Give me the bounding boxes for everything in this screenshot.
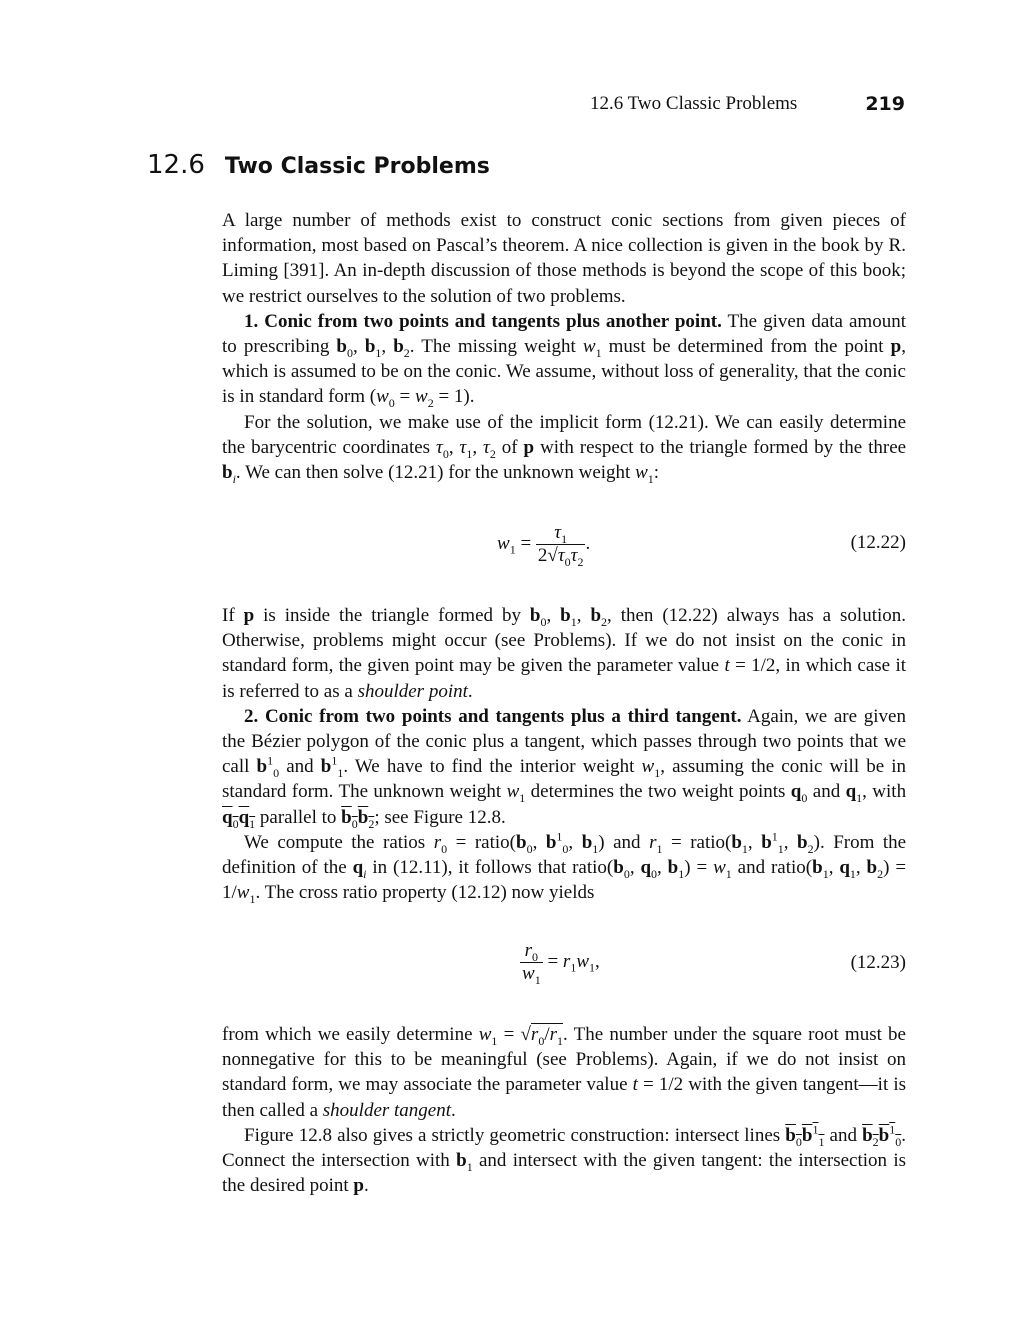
- equation-number: (12.23): [850, 952, 906, 973]
- equation-12-23-body: $\frac{r_0}{w_1}$ = $r_1w_1$,: [522, 940, 600, 987]
- paragraph-problem-2: 2. Conic from two points and tangents plus a third tangent. Again, we are given the Bézier polygon of the conic plus a tangent, which passes through two points that we call $b^1_0$ and $b^1_1$. We have to find the interior weight $w_1$, assuming the conic will be in standard form. The unknown weight $w_1$ determines the two weight points $q_0$ and $q_1$, with $q_0q_1$ parallel to $b_0b_2$; see Figure 12.8.: [222, 705, 907, 831]
- section-heading: [147, 148, 490, 182]
- running-title: 12.6 Two Classic Problems: [590, 93, 798, 114]
- paragraph-solution-1: For the solution, we make use of the implicit form (12.21). We can easily determine the barycentric coordinates $\tau_0$, $\tau_1$, $\tau_2$ of p with respect to the triangle formed by the three $b_i$. We can then solve (12.21) for the unknown weight $w_1$:: [222, 411, 907, 486]
- paragraph-geometric-construction: Figure 12.8 also gives a strictly geometric construction: intersect lines $b_0b^1_1$ and $b_2b^1_0$. Connect the intersection with $b_1$ and intersect with the given tangent: the intersection is the desired point p.: [222, 1122, 907, 1197]
- text-block-1: [222, 208, 906, 485]
- page-number: 219: [865, 93, 905, 115]
- text-block-3: [222, 1022, 906, 1198]
- section-title: Two Classic Problems: [224, 154, 490, 179]
- equation-12-22: [222, 522, 906, 569]
- paragraph-ratios: We compute the ratios $r_0$ = $ratio(b_0$, $b^1_0$, $b_1$) and $r_1$ = $ratio(b_1$, $b^1_1$, $b_2$). From the definition of the $q_i$ in (12.11), it follows that $ratio(b_0$, $q_0$, $b_1) = w_1$ and $ratio(b_1$, $q_1$, $b_2) = 1/w_1$. The cross ratio property (12.12) now yields: [222, 829, 907, 907]
- paragraph-intro: A large number of methods exist to construct conic sections from given pieces of information, most based on Pascal’s theorem. A nice collection is given in the book by R. Liming [391]. An in-depth discussion of those methods is beyond the scope of this book; we restrict ourselves to the solution of two problems.: [222, 210, 906, 307]
- running-header: [590, 90, 905, 118]
- text-block-2: [222, 603, 906, 905]
- section-number: 12.6: [147, 150, 205, 180]
- paragraph-problem-1: 1. Conic from two points and tangents plus another point. The given data amount to prescribing $b_0$, $b_1$, $b_2$. The missing weight $w_1$ must be determined from the point p, which is assumed to be on the conic. We assume, without loss of generality, that the conic is in standard form $(w_0 = w_2 = 1)$.: [222, 310, 906, 411]
- equation-12-22-body: $w_1$ = $\frac{\tau_1}{2√\tau_0\tau_2}$ .: [497, 522, 591, 569]
- equation-12-23: [222, 940, 906, 986]
- paragraph-determine-weight: from which we easily determine $w_1 = √r_0/r_1$. The number under the square root must be nonnegative for this to be meaningful (see Problems). Again, if we do not insist on standard form, we may associate the parameter value t = 1/2 with the given tangent—it is then called a shoulder tangent.: [222, 1024, 907, 1121]
- paragraph-inside-triangle: If p is inside the triangle formed by $b_0$, $b_1$, $b_2$, then (12.22) always has a solution. Otherwise, problems might occur (see Problems). If we do not insist on the conic in standard form, the given point may be given the parameter value t = 1/2, in which case it is referred to as a shoulder point.: [222, 605, 907, 702]
- equation-number: (12.22): [850, 532, 906, 553]
